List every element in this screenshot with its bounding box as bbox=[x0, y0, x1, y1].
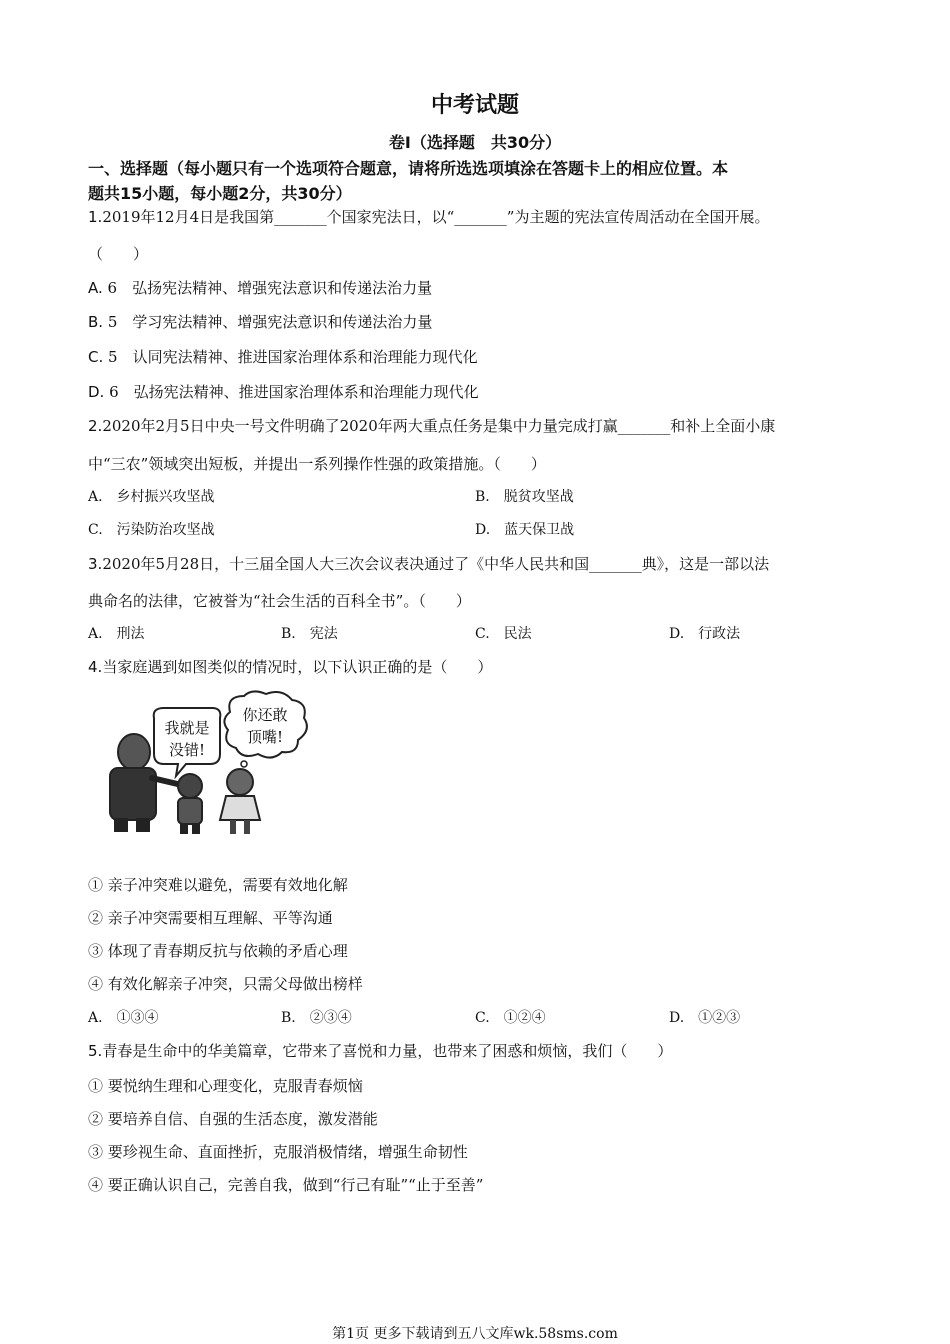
q3-option-d: D. 行政法 bbox=[669, 626, 741, 642]
q5-statement-4: ④ 要正确认识自己，完善自我，做到“行己有耻”“止于至善” bbox=[88, 1176, 484, 1194]
bubble-right-line1: 你还敢 bbox=[242, 706, 288, 724]
question-4: 4.当家庭遇到如图类似的情况时，以下认识正确的是（ ） bbox=[88, 658, 493, 676]
q1-option-b: B. 5 学习宪法精神、增强宪法意识和传递法治力量 bbox=[88, 313, 433, 331]
q2-option-a: A. 乡村振兴攻坚战 bbox=[88, 489, 215, 505]
question-1 bbox=[88, 206, 769, 227]
q5-statement-3: ③ 要珍视生命、直面挫折，克服消极情绪，增强生命韧性 bbox=[88, 1143, 468, 1161]
q2-option-b: B. 脱贫攻坚战 bbox=[475, 489, 574, 505]
question-2: 2.2020年2月5日中央一号文件明确了2020年两大重点任务是集中力量完成打赢_______和补上全面小康 bbox=[88, 417, 776, 435]
bubble-right-line2: 顶嘴! bbox=[246, 728, 284, 746]
section-heading-line1: 一、选择题（每小题只有一个选项符合题意，请将所选选项填涂在答题卡上的相应位置。本 bbox=[88, 159, 729, 178]
question-3: 3.2020年5月28日，十三届全国人大三次会议表决通过了《中华人民共和国_______典》，这是一部以法 bbox=[88, 555, 770, 573]
q3-option-c: C. 民法 bbox=[475, 626, 532, 642]
q1-option-c: C. 5 认同宪法精神、推进国家治理体系和治理能力现代化 bbox=[88, 348, 478, 366]
section-heading-line2: 题共15小题，每小题2分，共30分） bbox=[88, 184, 352, 203]
section-subtitle: 卷Ⅰ（选择题 共30分） bbox=[388, 133, 562, 152]
q4-option-b: B. ②③④ bbox=[281, 1010, 352, 1026]
bubble-left-line2: 没错! bbox=[168, 741, 206, 759]
question-2-line2: 中“三农”领域突出短板，并提出一系列操作性强的政策措施。（ ） bbox=[88, 455, 546, 473]
question-number: 1. bbox=[88, 208, 103, 226]
question-1-line2: （ ） bbox=[88, 245, 149, 263]
q2-option-c: C. 污染防治攻坚战 bbox=[88, 522, 215, 538]
question-5: 5.青春是生命中的华美篇章，它带来了喜悦和力量，也带来了困惑和烦恼，我们（ ） bbox=[88, 1042, 673, 1060]
q4-statement-1: ① 亲子冲突难以避免，需要有效地化解 bbox=[88, 876, 348, 894]
q4-option-c: C. ①②④ bbox=[475, 1010, 546, 1026]
q2-option-d: D. 蓝天保卫战 bbox=[475, 522, 575, 538]
question-3-line2: 典命名的法律，它被誉为“社会生活的百科全书”。（ ） bbox=[88, 592, 471, 610]
page-title: 中考试题 bbox=[430, 93, 519, 118]
q3-option-b: B. 宪法 bbox=[281, 626, 338, 642]
q1-option-d: D. 6 弘扬宪法精神、推进国家治理体系和治理能力现代化 bbox=[88, 383, 479, 401]
q4-option-a: A. ①③④ bbox=[88, 1010, 159, 1026]
question-text: 2019年12月4日是我国第_______个国家宪法日，以“_______”为主题的宪法宣传周活动在全国开展。 bbox=[102, 208, 770, 226]
q5-statement-1: ① 要悦纳生理和心理变化，克服青春烦恼 bbox=[88, 1077, 363, 1095]
q4-statement-2: ② 亲子冲突需要相互理解、平等沟通 bbox=[88, 909, 333, 927]
bubble-left-line1: 我就是 bbox=[164, 719, 210, 737]
q4-option-d: D. ①②③ bbox=[669, 1010, 741, 1026]
q1-option-a: A. 6 弘扬宪法精神、增强宪法意识和传递法治力量 bbox=[88, 279, 433, 297]
q4-statement-4: ④ 有效化解亲子冲突，只需父母做出榜样 bbox=[88, 975, 363, 993]
family-conflict-cartoon bbox=[92, 690, 322, 840]
q3-option-a: A. 刑法 bbox=[88, 626, 145, 642]
q5-statement-2: ② 要培养自信、自强的生活态度，激发潜能 bbox=[88, 1110, 378, 1128]
page-footer: 第1页 更多下载请到五八文库wk.58sms.com bbox=[332, 1326, 618, 1342]
q4-statement-3: ③ 体现了青春期反抗与依赖的矛盾心理 bbox=[88, 942, 348, 960]
